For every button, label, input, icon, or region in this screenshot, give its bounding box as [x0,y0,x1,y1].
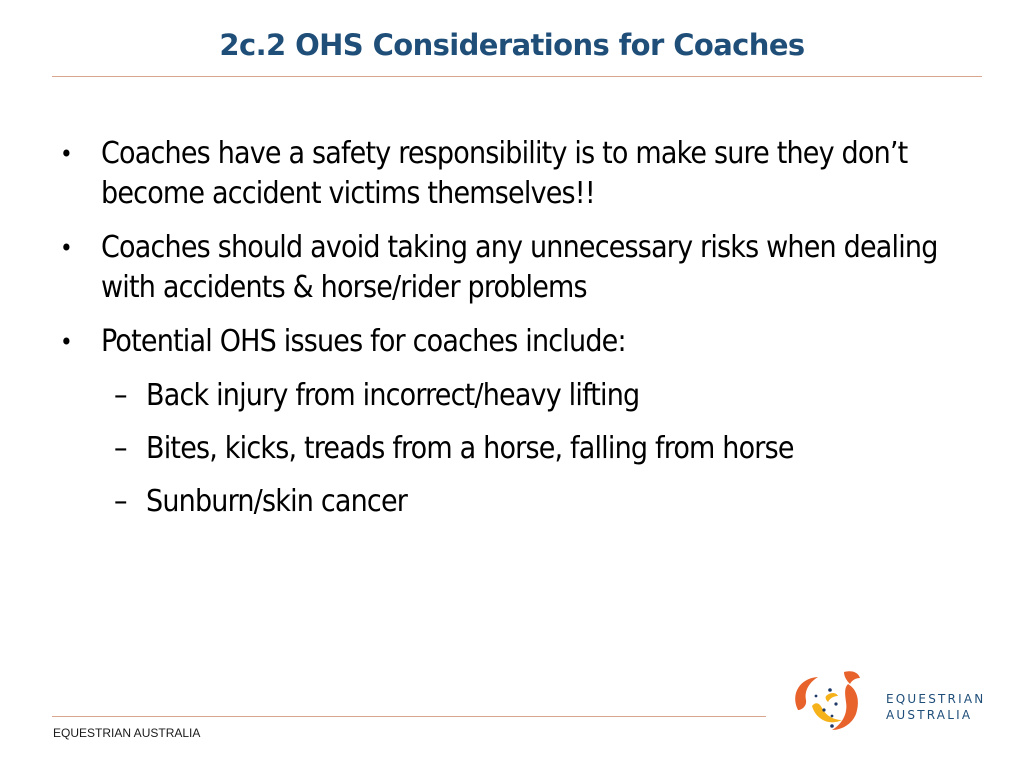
sub-bullet-marker: – [114,378,127,413]
bullet-marker: • [60,234,72,262]
bullet-item [58,322,978,362]
footer-text: EQUESTRIAN AUSTRALIA [53,726,201,740]
bullet-marker: • [60,328,72,356]
sub-bullet-text: Bites, kicks, treads from a horse, falling from horse [146,431,794,466]
equestrian-australia-logo-icon [786,666,876,736]
bullet-item [58,134,978,214]
sub-bullet-text: Sunburn/skin cancer [146,484,408,519]
logo-wordmark [886,691,985,723]
bullet-text: Coaches should avoid taking any unnecessary risks when dealing with accidents & horse/rider problems [101,230,938,305]
slide-content [58,134,978,535]
footer-divider [52,716,766,717]
sub-bullet-item [58,376,978,416]
title-divider [52,76,982,77]
sub-bullet-text: Back injury from incorrect/heavy lifting [146,378,640,413]
bullet-text: Coaches have a safety responsibility is to make sure they don’t become accident victims themselves!! [101,136,908,211]
logo-wordmark-line1: EQUESTRIAN [886,692,986,706]
bullet-item [58,228,978,308]
bullet-marker: • [60,140,72,168]
logo-wordmark-line2: AUSTRALIA [886,708,973,722]
sub-bullet-item [58,429,978,469]
sub-bullet-item [58,482,978,522]
slide-title: 2c.2 OHS Considerations for Coaches [219,28,805,62]
equestrian-australia-logo [786,666,996,736]
sub-bullet-marker: – [114,431,127,466]
bullet-text: Potential OHS issues for coaches include: [101,324,626,359]
sub-bullet-marker: – [114,484,127,519]
